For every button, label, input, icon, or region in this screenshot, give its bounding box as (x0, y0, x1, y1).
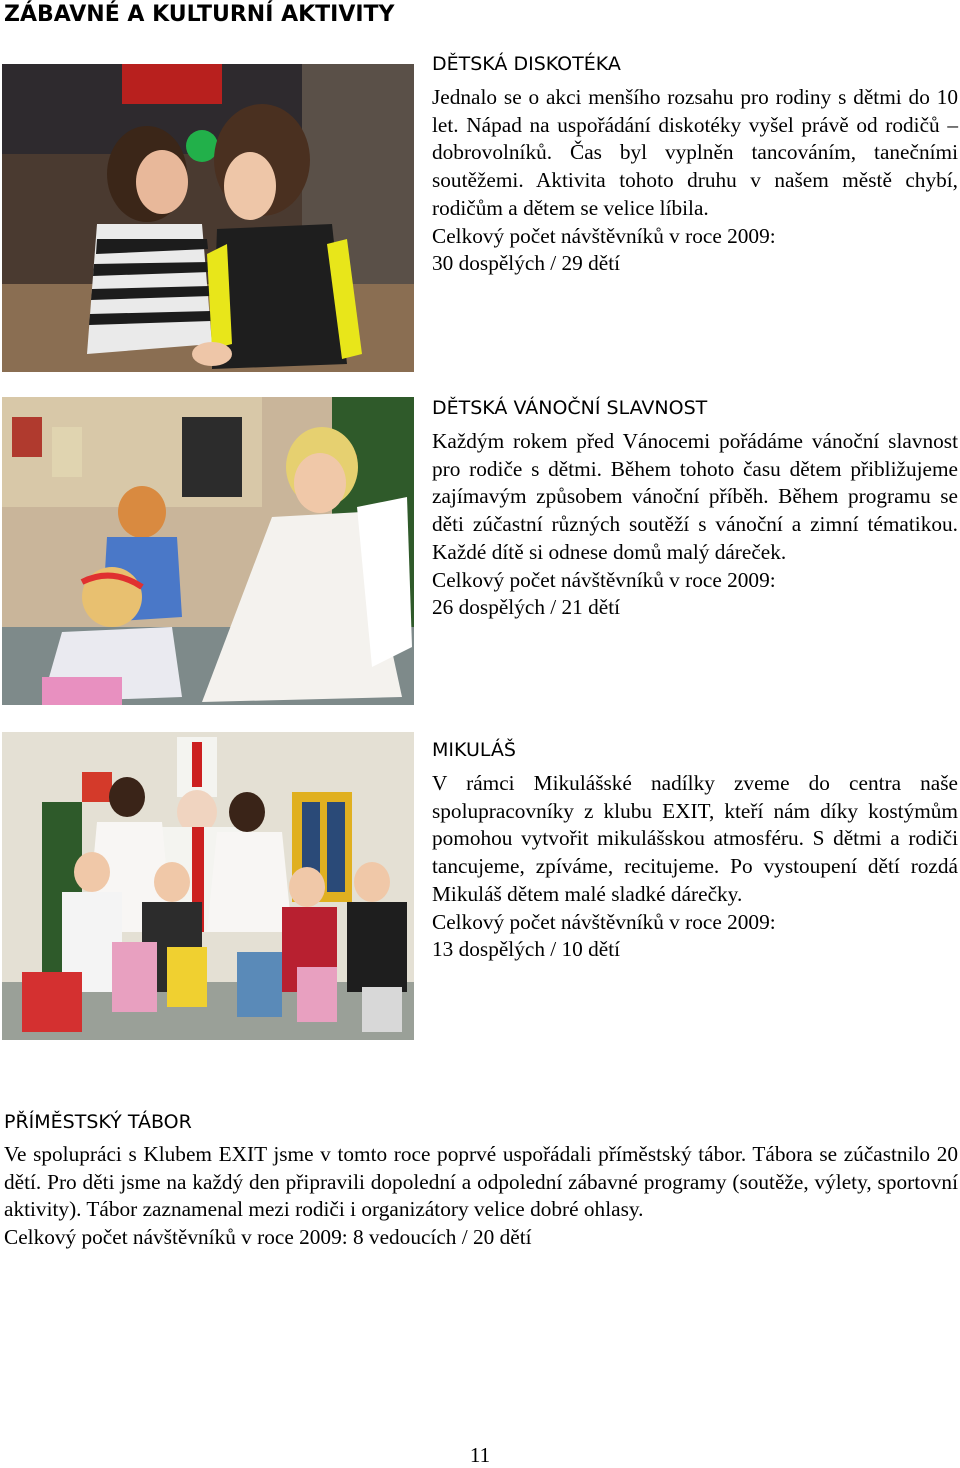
section-text: Jednalo se o akci menšího rozsahu pro rodiny s dětmi do 10 let. Nápad na uspořádání diskotéky vyšel právě od rodičů – dobrovolníků. Čas byl vyplněn tancováním, tanečními soutěžemi. Aktivita tohoto druhu v našem městě chybí, rodičům a dětem se velice líbila. (432, 85, 958, 220)
section-text: Každým rokem před Vánocemi pořádáme vánoční slavnost pro rodiče s dětmi. Během tohoto času dětem přibližujeme zajímavým způsobem vánoční příběh. Během programu se děti zúčastní různých soutěží s vánoční a zimní tématikou. Každé dítě si odnese domů malý dáreček. (432, 429, 958, 564)
disco-photo (2, 64, 414, 372)
page-title: ZÁBAVNÉ A KULTURNÍ AKTIVITY (4, 2, 395, 27)
visitor-count-line: Celkový počet návštěvníků v roce 2009: 8 vedoucích / 20 dětí (4, 1225, 532, 1250)
section-disco (432, 48, 958, 278)
visitor-count-label: Celkový počet návštěvníků v roce 2009: (432, 223, 776, 248)
section-title: PŘÍMĚSTSKÝ TÁBOR (4, 1111, 192, 1133)
visitor-count-label: Celkový počet návštěvníků v roce 2009: (432, 567, 776, 592)
section-title: DĚTSKÁ VÁNOČNÍ SLAVNOST (432, 397, 708, 419)
section-christmas (432, 392, 958, 622)
section-title: DĚTSKÁ DISKOTÉKA (432, 53, 621, 75)
visitor-count-value: 30 dospělých / 29 dětí (432, 251, 621, 276)
visitor-count-value: 26 dospělých / 21 dětí (432, 595, 621, 620)
visitor-count-label: Celkový počet návštěvníků v roce 2009: (432, 909, 776, 934)
section-text: Ve spolupráci s Klubem EXIT jsme v tomto roce poprvé uspořádali příměstský tábor. Tábora se zúčastnilo 20 dětí. Pro děti jsme na každý den připravili dopolední a odpolední zábavné programy (soutěže, výlety, sportovní aktivity). Tábor zaznamenal mezi rodiči i organizátory velice dobré ohlasy. (4, 1142, 958, 1222)
section-summer-camp (4, 1106, 958, 1252)
section-text: V rámci Mikulášské nadílky zveme do centra naše spolupracovníky z klubu EXIT, kteří nám díky kostýmům pomohou vytvořit mikulášskou atmosféru. S dětmi a rodiči tancujeme, zpíváme, recitujeme. Po vystoupení dětí rozdá Mikuláš dětem malé sladké dárečky. (432, 771, 958, 906)
mikulas-photo (2, 732, 414, 1040)
section-title: MIKULÁŠ (432, 739, 516, 761)
page-number: 11 (469, 1443, 491, 1467)
section-mikulas (432, 734, 958, 964)
christmas-photo (2, 397, 414, 705)
visitor-count-value: 13 dospělých / 10 dětí (432, 937, 621, 962)
